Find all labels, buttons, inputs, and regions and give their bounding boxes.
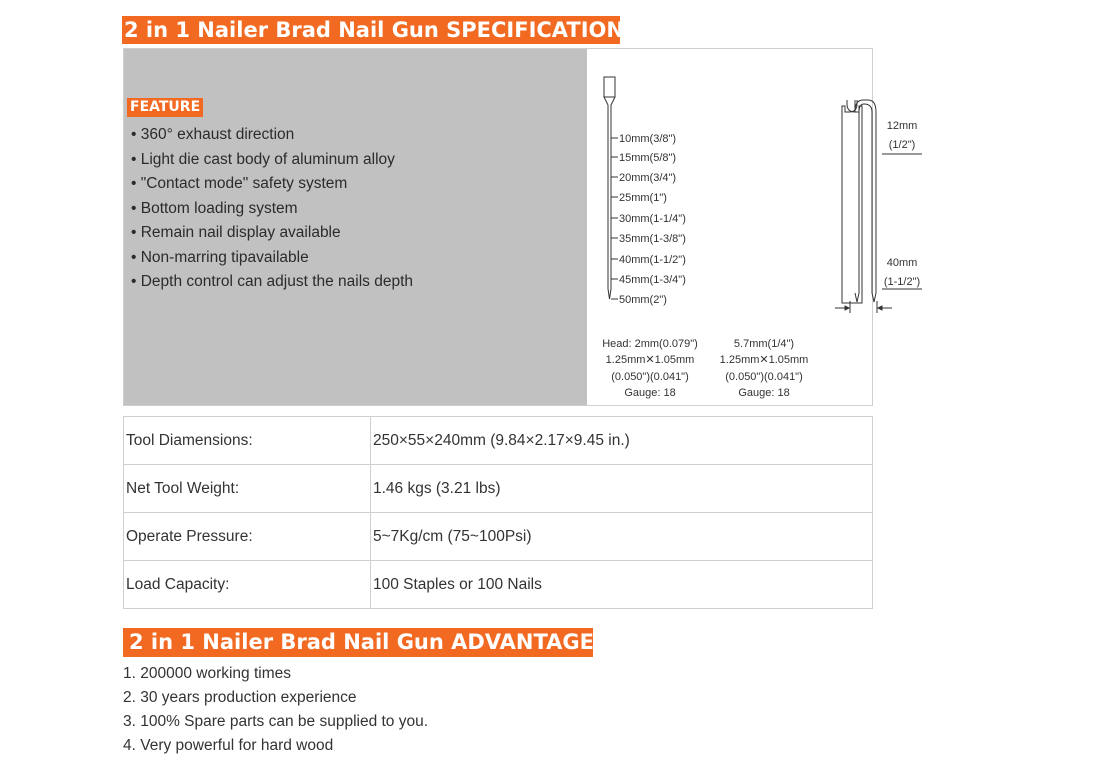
spec-label: Operate Pressure:: [124, 513, 371, 561]
staple-crown-label: 12mm: [886, 120, 918, 132]
feature-list: [131, 123, 413, 295]
advantage-title: 2 in 1 Nailer Brad Nail Gun ADVANTAGE: [123, 628, 593, 657]
staple-crown-label: (1/2"): [888, 139, 916, 151]
nail-length-label: 45mm(1-3/4"): [619, 274, 686, 286]
staple-caption: (0.050")(0.041"): [725, 371, 803, 383]
staple-drawing: [842, 100, 876, 303]
spec-value: 250×55×240mm (9.84×2.17×9.45 in.): [371, 417, 873, 465]
brad-nail-drawing: [604, 77, 615, 299]
spec-label: Tool Diamensions:: [124, 417, 371, 465]
nail-length-label: 25mm(1"): [619, 192, 667, 204]
nail-length-label: 40mm(1-1/2"): [619, 254, 686, 266]
nail-caption: Gauge: 18: [624, 387, 676, 399]
feature-background: [124, 49, 587, 405]
feature-item: • Bottom loading system: [131, 197, 413, 222]
nail-staple-diagram: [587, 49, 921, 405]
nail-length-label: 20mm(3/4"): [619, 172, 677, 184]
spec-value: 100 Staples or 100 Nails: [371, 561, 873, 609]
nail-length-label: 30mm(1-1/4"): [619, 213, 686, 225]
feature-item: • 360° exhaust direction: [131, 123, 413, 148]
feature-item: • "Contact mode" safety system: [131, 172, 413, 197]
staple-length-label: (1-1/2"): [883, 276, 921, 288]
staple-caption: 5.7mm(1/4"): [733, 338, 795, 350]
advantage-item: 4. Very powerful for hard wood: [123, 737, 334, 754]
nail-length-label: 10mm(3/8"): [619, 133, 677, 145]
spec-value: 1.46 kgs (3.21 lbs): [371, 465, 873, 513]
nail-length-label: 15mm(5/8"): [619, 152, 677, 164]
table-row: [124, 417, 873, 465]
feature-tag: FEATURE: [127, 98, 203, 117]
nail-caption: Head: 2mm(0.079"): [602, 338, 698, 350]
spec-table: [123, 416, 873, 609]
advantage-item: 3. 100% Spare parts can be supplied to you.: [123, 713, 429, 730]
feature-panel: [123, 48, 921, 406]
advantage-list: [123, 662, 428, 758]
nail-length-label: 50mm(2"): [619, 294, 667, 306]
feature-item: • Remain nail display available: [131, 221, 413, 246]
advantage-item: 2. 30 years production experience: [123, 689, 357, 706]
spec-label: Net Tool Weight:: [124, 465, 371, 513]
table-row: [124, 465, 873, 513]
nail-length-label: 35mm(1-3/8"): [619, 233, 686, 245]
staple-caption: 1.25mm✕1.05mm: [719, 354, 809, 366]
spec-label: Load Capacity:: [124, 561, 371, 609]
advantage-item: 1. 200000 working times: [123, 665, 292, 682]
staple-length-label: 40mm: [886, 257, 918, 269]
feature-item: • Non-marring tipavailable: [131, 246, 413, 271]
diagram-drawing: [587, 49, 921, 405]
table-row: [124, 513, 873, 561]
nail-caption: 1.25mm✕1.05mm: [605, 354, 695, 366]
feature-item: • Light die cast body of aluminum alloy: [131, 148, 413, 173]
staple-caption: Gauge: 18: [738, 387, 790, 399]
table-row: [124, 561, 873, 609]
spec-value: 5~7Kg/cm (75~100Psi): [371, 513, 873, 561]
spec-title: 2 in 1 Nailer Brad Nail Gun SPECIFICATION: [124, 18, 624, 42]
nail-caption: (0.050")(0.041"): [611, 371, 689, 383]
feature-item: • Depth control can adjust the nails depth: [131, 270, 413, 295]
